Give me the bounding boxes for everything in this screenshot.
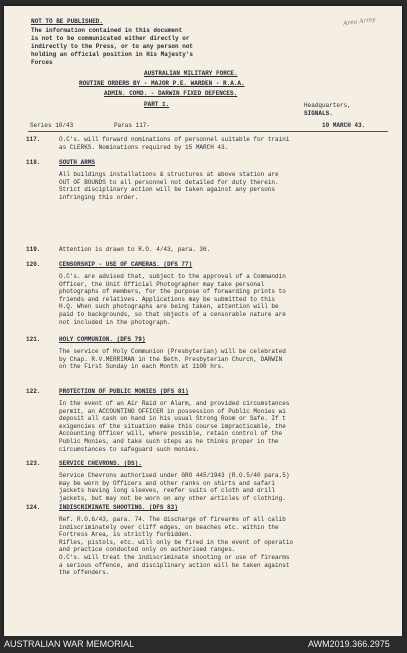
restriction-heading: NOT TO BE PUBLISHED. [31, 18, 104, 25]
footer-institution: AUSTRALIAN WAR MEMORIAL [4, 639, 135, 649]
restriction-notice-line: holding an official position in His Majesty's [31, 51, 194, 58]
restriction-notice-line: is not to be communicated either directly or [31, 35, 190, 42]
paragraph-line: O.C's. will treat the indiscriminate shooting or use of firearms [59, 554, 290, 561]
paragraph-number: 121. [26, 336, 41, 343]
order-date: 10 MARCH 43. [322, 122, 366, 129]
restriction-notice-line: indirectly to the Press, or to any person not [31, 43, 194, 50]
paragraph-line: by Chap. R.V.MERRIMAN in the Beth. Presbyterian Church, DARWIN [59, 355, 283, 363]
paragraph-line: O.C's. will forward nominations of personnel suitable for traini [59, 136, 290, 143]
hq-line: SIGNALS. [304, 110, 333, 117]
paragraph-line: jackets, but may not be worn on any other articles of clothing. [59, 494, 286, 502]
hq-line: Headquarters, [304, 102, 351, 109]
paragraph-line: In the event of an Air Raid or Alarm, and provided circumstances [59, 400, 290, 407]
paragraph-line: infringing this order. [59, 193, 139, 201]
paragraph-line: photographs of members, for the purpose of forwarding prints to [59, 288, 286, 296]
paragraph-title: PROTECTION OF PUBLIC MONIES (DFS 81) [59, 388, 189, 395]
paragraph-line: Attention is drawn to R.O. 4/43, para. 36. [59, 246, 211, 253]
paragraph-title: SOUTH ARMS [59, 159, 96, 166]
paragraph-line: Public Monies, and take such steps as he thinks proper in the [59, 438, 279, 445]
paragraph-title: HOLY COMMUNION. (DFS 79) [59, 336, 146, 343]
unit-title: ADMIN. COMD. - DARWIN FIXED DEFENCES. [104, 90, 238, 97]
paragraph-title: INDISCRIMINATE SHOOTING. (DFS 83) [59, 504, 178, 511]
paragraph-line: the offenders. [59, 569, 110, 577]
orders-title: ROUTINE ORDERS BY - MAJOR P.E. WARDEN - R.A.A. [79, 80, 245, 87]
paragraph-line: OUT OF BOUNDS to all personnel not detailed for duty therein. [59, 178, 279, 186]
paragraph-line: jackets having long sleeves, reefer suits of cloth and drill [59, 487, 276, 495]
footer-accession-number: AWM2019.366.2975 [308, 639, 390, 649]
restriction-notice-line: The information contained in this document [31, 27, 183, 34]
header-rule [28, 131, 388, 132]
paragraph-line: Strict disciplinary action will be taken against any persons [59, 186, 276, 194]
paragraph-number: 120. [26, 261, 41, 268]
paragraph-line: not included in the photograph. [59, 318, 171, 326]
paragraph-number: 124. [26, 504, 41, 511]
paragraph-line: exigencies of the situation make this course impracticable, the [59, 422, 286, 430]
paragraph-line: may be worn by Officers and other ranks on shirts and safari [59, 479, 276, 487]
force-title: AUSTRALIAN MILITARY FORCE. [144, 70, 238, 77]
paragraph-line: All buildings installations & structures at above station are [59, 171, 279, 178]
paragraph-line: a serious offence, and disciplinary action will be taken against [59, 561, 290, 569]
paragraph-number: 122. [26, 388, 41, 395]
paras-range: Paras 117- [114, 122, 151, 129]
document-page [4, 6, 402, 636]
paragraph-line: Officer, the Unit Official Photographer may take personal [59, 280, 265, 288]
footer-bar [0, 636, 407, 653]
paragraph-line: H.Q. When such photographs are being taken, attention will be [59, 303, 279, 311]
paragraph-line: permit, an ACCOUNTING OFFICER in possession of Public Monies wi [59, 407, 286, 415]
part-title: PART 1. [144, 101, 170, 108]
paragraph-line: Ref. R.O.6/43, para. 74. The discharge of firearms of all calib [59, 516, 286, 523]
paragraph-line: The service of Holy Communion (Presbyterian) will be celebrated [59, 348, 286, 355]
paragraph-number: 118. [26, 159, 41, 166]
paragraph-number: 119. [26, 246, 41, 253]
series-number: Series 10/43 [30, 122, 74, 129]
paragraph-line: on the First Sunday in each Month at 1100 hrs. [59, 363, 225, 371]
paragraph-title: CENSORSHIP - USE OF CAMERAS. (DFS 77) [59, 261, 193, 268]
paragraph-line: as CLERKS. Nominations required by 15 MARCH 43. [59, 143, 229, 151]
paragraph-number: 117. [26, 136, 41, 143]
handwritten-annotation: Area Army [342, 15, 376, 28]
paragraph-line: Fortress Area, is strictly forbidden. [59, 531, 193, 539]
paragraph-line: circumstances to safeguard such monies. [59, 445, 200, 453]
paragraph-line: and practice conducted only on authorised ranges. [59, 546, 236, 554]
paragraph-line: Accounting Officer will, where possible, retain control of the [59, 430, 283, 438]
paragraph-line: Service Chevrons authorised under GRO 445/1943 (R.O.5/40 para.5) [59, 472, 290, 479]
restriction-notice-line: Forces [31, 59, 53, 66]
paragraph-line: paid to backgrounds, so that objects of a censorable nature are [59, 311, 286, 318]
paragraph-line: Rifles, pistols, etc. will only be fired in the event of operatio [59, 538, 294, 546]
paragraph-line: friends and relatives. Applications may be submitted to this [59, 295, 276, 303]
paragraph-line: O.C's. are advised that, subject to the approval of a Commandin [59, 273, 286, 280]
paragraph-title: SERVICE CHEVRONS. (DS). [59, 460, 142, 467]
paragraph-line: deposit all cash on hand in his usual Strong Room or Safe. If t [59, 415, 286, 423]
paragraph-number: 123. [26, 460, 41, 467]
paragraph-line: indiscriminately over cliff edges, on beaches etc. within the [59, 523, 279, 531]
